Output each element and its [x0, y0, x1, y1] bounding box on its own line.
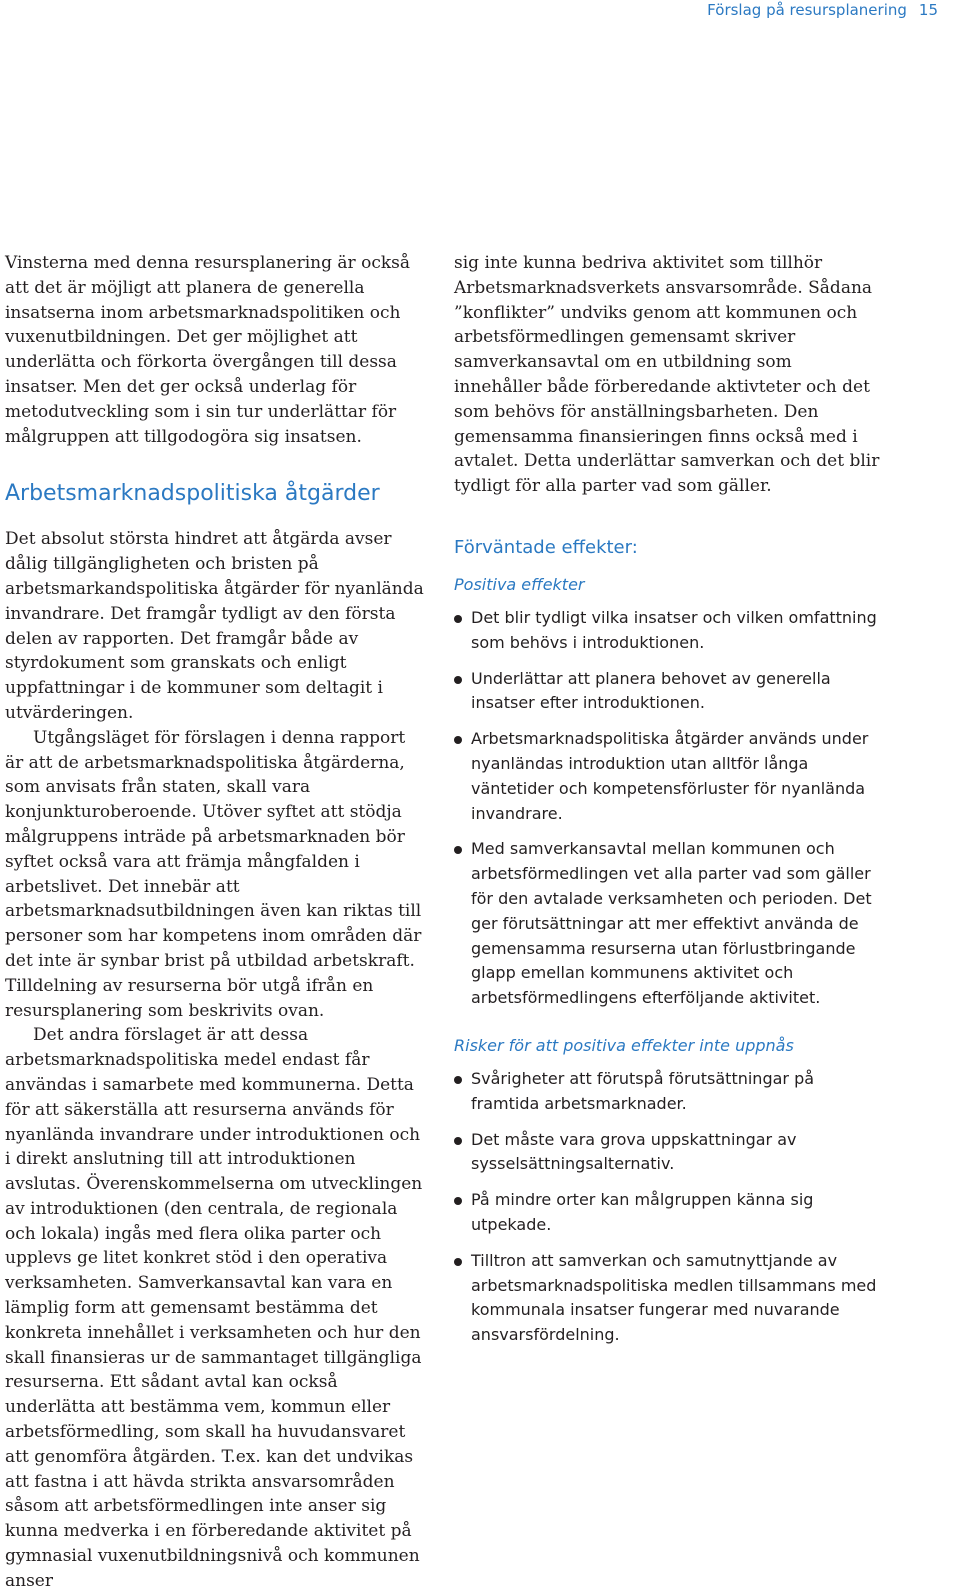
body-paragraph-1: Det absolut största hindret att åtgärda avser dålig tillgängligheten och bristen på arbetsmarkandspolitiska åtgärder för nyanlända invandrare. Det framgår tydligt av den första delen av rapporten. Det framgår både av styrdokument som granskats och enligt uppfattningar i de kommuner som deltagit i utvärderingen. — [5, 529, 424, 723]
bullet-icon — [454, 676, 462, 684]
body-paragraph-3: Det andra förslaget är att dessa arbetsmarknadspolitiska medel endast får användas i samarbete med kommunerna. Detta för att säkerställa att resurserna används för nyanlända invandrare under introduktionen och i direkt anslutning till att introduktionen avslutas. Överenskommelserna om utvecklingen av introduktionen (den centrala, de regionala och lokala) ingås med flera olika parter och upplevs ge litet konkret stöd i den operativa verksamheten. Samverkansavtal kan vara en lämplig form att gemensamt bestämma det konkreta innehållet i verksamheten och hur den skall finansieras ur de sammantaget tillgängliga resurserna. Ett sådant avtal kan också underlätta att bestämma vem, kommun eller arbetsförmedling, som skall ha huvudansvaret att genomföra åtgärden. T.ex. kan det undvikas att fastna i att hävda strikta ansvarsområden såsom att arbetsförmedlingen inte anser sig kunna medverka i en förberedande aktivitet på gymnasial vuxenutbildningsnivå och kommunen anser — [5, 1025, 423, 1591]
running-header — [707, 0, 938, 20]
effects-heading: Förväntade effekter: — [454, 536, 638, 558]
page-number: 15 — [918, 1, 938, 19]
body-paragraph-2: Utgångsläget för förslagen i denna rapport är att de arbetsmarknadspolitiska åtgärderna, som anvisats från staten, skall vara konjunkturoberoende. Utöver syftet att stödja målgruppens inträde på arbetsmarknaden bör syftet också vara att främja mångfalden i arbetslivet. Det innebär att arbetsmarknadsutbildningen även kan riktas till personer som har kompetens inom områden där det inte är synbar brist på utbildad arbetskraft. Tilldelning av resurserna bör utgå ifrån en resursplanering som beskrivits ovan. — [5, 727, 422, 1021]
list-item — [454, 837, 884, 1011]
list-item — [454, 1128, 884, 1178]
list-item — [454, 727, 884, 826]
list-item-text: Underlättar att planera behovet av generella insatser efter introduktionen. — [471, 668, 831, 713]
bullet-icon — [454, 1258, 462, 1266]
bullet-icon — [454, 1076, 462, 1084]
list-item-text: Det blir tydligt vilka insatser och vilken omfattning som behövs i introduktionen. — [471, 607, 877, 652]
list-item — [454, 667, 884, 717]
list-item — [454, 1188, 884, 1238]
continuation-paragraph: sig inte kunna bedriva aktivitet som tillhör Arbetsmarknadsverkets ansvarsområde. Sådana ”konflikter” undviks genom att kommunen och arbetsförmedlingen gemensamt skriver samverkansavtal om en utbildning som innehåller både förberedande aktivteter och det som behövs för anställningsbarheten. Den gemensamma finansieringen finns också med i avtalet. Detta underlättar samverkan och det blir tydligt för alla parter vad som gäller. — [454, 253, 880, 497]
right-column — [454, 251, 884, 1359]
positive-effects-heading: Positiva effekter — [454, 574, 585, 594]
bullet-icon — [454, 1197, 462, 1205]
risks-list — [454, 1067, 884, 1348]
list-item-text: Tilltron att samverkan och samutnyttjande av arbetsmarknadspolitiska medlen tillsammans med kommunala insatser fungerar med nuvarande ansvarsfördelning. — [471, 1250, 877, 1345]
left-column — [5, 251, 425, 1594]
bullet-icon — [454, 1137, 462, 1145]
running-title: Förslag på resursplanering — [707, 1, 907, 19]
list-item-text: Arbetsmarknadspolitiska åtgärder används under nyanländas introduktion utan alltför långa väntetider och kompetensförluster för nyanlända invandrare. — [471, 729, 869, 823]
list-item — [454, 1249, 884, 1348]
bullet-icon — [454, 846, 462, 854]
list-item-text: Med samverkansavtal mellan kommunen och arbetsförmedlingen vet alla parter vad som gäller för den avtalade verksamheten och perioden. Det ger förutsättningar att mer effektivt använda de gemensamma resurserna utan förlustbringande glapp emellan kommunens aktivitet och arbetsförmedlingens efterföljande aktivitet. — [471, 839, 872, 1008]
list-item-text: Det måste vara grova uppskattningar av sysselsättningsalternativ. — [471, 1129, 797, 1174]
bullet-icon — [454, 736, 462, 744]
positive-effects-list — [454, 606, 884, 1011]
intro-paragraph: Vinsterna med denna resursplanering är också att det är möjligt att planera de generella insatserna inom arbetsmarknadspolitiken och vuxenutbildningen. Det ger möjlighet att underlätta och förkorta övergången till dessa insatser. Men det ger också underlag för metodutveckling som i sin tur underlättar för målgruppen att tillgodogöra sig insatsen. — [5, 253, 410, 447]
list-item — [454, 606, 884, 656]
list-item-text: Svårigheter att förutspå förutsättningar på framtida arbetsmarknader. — [471, 1068, 815, 1113]
section-heading: Arbetsmarknadspolitiska åtgärder — [5, 481, 380, 507]
list-item — [454, 1067, 884, 1117]
bullet-icon — [454, 615, 462, 623]
risks-heading: Risker för att positiva effekter inte uppnås — [454, 1035, 794, 1055]
list-item-text: På mindre orter kan målgruppen känna sig utpekade. — [471, 1190, 814, 1234]
